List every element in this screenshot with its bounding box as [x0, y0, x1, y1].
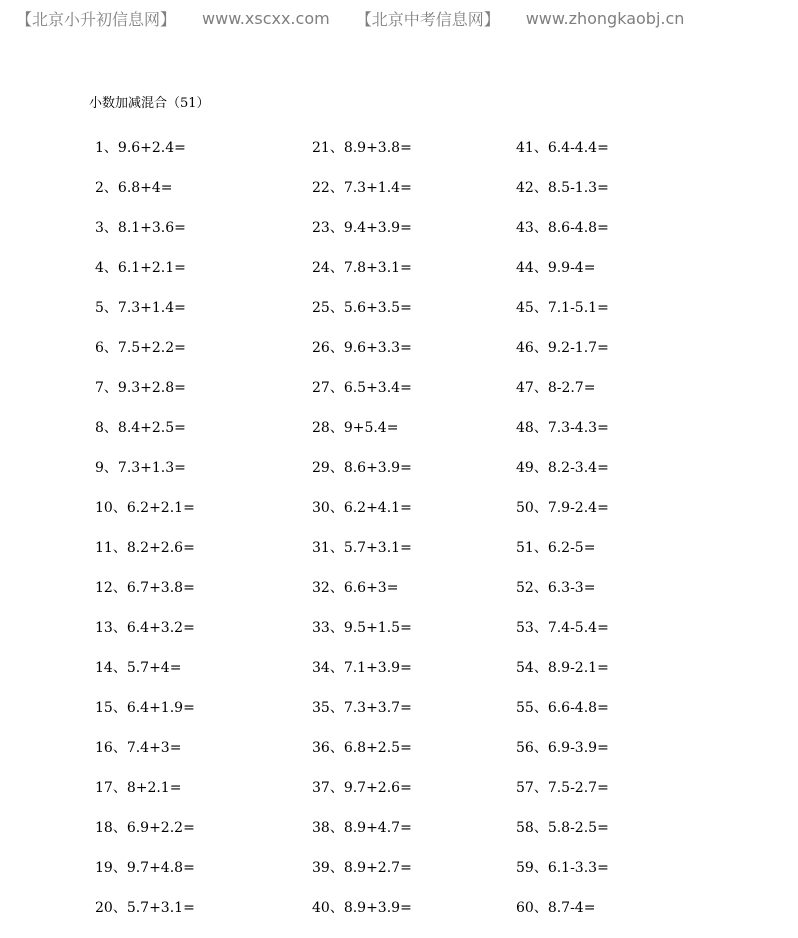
problem-row	[0, 378, 798, 418]
problem-row	[0, 178, 798, 218]
problem-item: 36、6.8+2.5=	[312, 740, 412, 756]
problem-item: 29、8.6+3.9=	[312, 460, 412, 476]
problem-item: 38、8.9+4.7=	[312, 820, 412, 836]
problem-item: 33、9.5+1.5=	[312, 620, 412, 636]
problem-item: 27、6.5+3.4=	[312, 380, 412, 396]
site-name-xiaoshengchu: 【北京小升初信息网】	[16, 9, 177, 29]
problem-item: 55、6.6-4.8=	[516, 700, 609, 716]
problem-item: 35、7.3+3.7=	[312, 700, 412, 716]
problem-item: 44、9.9-4=	[516, 260, 596, 276]
problem-item: 53、7.4-5.4=	[516, 620, 609, 636]
problem-row	[0, 418, 798, 458]
problem-grid	[0, 138, 798, 938]
problem-row	[0, 458, 798, 498]
problem-row	[0, 138, 798, 178]
problem-item: 45、7.1-5.1=	[516, 300, 609, 316]
problem-row	[0, 258, 798, 298]
problem-item: 59、6.1-3.3=	[516, 860, 609, 876]
problem-item: 17、8+2.1=	[95, 780, 182, 796]
problem-item: 49、8.2-3.4=	[516, 460, 609, 476]
problem-row	[0, 618, 798, 658]
problem-item: 30、6.2+4.1=	[312, 500, 412, 516]
problem-row	[0, 298, 798, 338]
problem-item: 10、6.2+2.1=	[95, 500, 195, 516]
problem-item: 43、8.6-4.8=	[516, 220, 609, 236]
problem-item: 15、6.4+1.9=	[95, 700, 195, 716]
site-name-zhongkao: 【北京中考信息网】	[355, 9, 500, 29]
problem-item: 6、7.5+2.2=	[95, 340, 186, 356]
problem-item: 60、8.7-4=	[516, 900, 596, 916]
problem-item: 11、8.2+2.6=	[95, 540, 195, 556]
problem-item: 28、9+5.4=	[312, 420, 399, 436]
problem-item: 56、6.9-3.9=	[516, 740, 609, 756]
problem-item: 37、9.7+2.6=	[312, 780, 412, 796]
problem-item: 18、6.9+2.2=	[95, 820, 195, 836]
problem-item: 2、6.8+4=	[95, 180, 173, 196]
problem-row	[0, 738, 798, 778]
problem-item: 9、7.3+1.3=	[95, 460, 186, 476]
problem-item: 41、6.4-4.4=	[516, 140, 609, 156]
problem-item: 58、5.8-2.5=	[516, 820, 609, 836]
problem-item: 1、9.6+2.4=	[95, 140, 186, 156]
problem-item: 3、8.1+3.6=	[95, 220, 186, 236]
problem-item: 16、7.4+3=	[95, 740, 182, 756]
worksheet-title: 小数加减混合（51）	[89, 96, 210, 111]
problem-item: 50、7.9-2.4=	[516, 500, 609, 516]
problem-item: 24、7.8+3.1=	[312, 260, 412, 276]
problem-item: 39、8.9+2.7=	[312, 860, 412, 876]
problem-item: 8、8.4+2.5=	[95, 420, 186, 436]
site-url-zhongkaobj[interactable]: www.zhongkaobj.cn	[525, 8, 685, 28]
problem-item: 47、8-2.7=	[516, 380, 596, 396]
problem-item: 48、7.3-4.3=	[516, 420, 609, 436]
problem-row	[0, 658, 798, 698]
problem-row	[0, 218, 798, 258]
problem-item: 57、7.5-2.7=	[516, 780, 609, 796]
problem-row	[0, 858, 798, 898]
problem-row	[0, 898, 798, 938]
problem-item: 13、6.4+3.2=	[95, 620, 195, 636]
problem-row	[0, 778, 798, 818]
problem-item: 14、5.7+4=	[95, 660, 182, 676]
problem-item: 42、8.5-1.3=	[516, 180, 609, 196]
page-header	[16, 6, 684, 30]
problem-item: 12、6.7+3.8=	[95, 580, 195, 596]
problem-item: 21、8.9+3.8=	[312, 140, 412, 156]
problem-item: 19、9.7+4.8=	[95, 860, 195, 876]
problem-row	[0, 578, 798, 618]
problem-row	[0, 498, 798, 538]
problem-item: 40、8.9+3.9=	[312, 900, 412, 916]
problem-item: 26、9.6+3.3=	[312, 340, 412, 356]
problem-item: 54、8.9-2.1=	[516, 660, 609, 676]
problem-item: 20、5.7+3.1=	[95, 900, 195, 916]
site-url-xscxx[interactable]: www.xscxx.com	[202, 8, 330, 28]
problem-item: 22、7.3+1.4=	[312, 180, 412, 196]
problem-item: 52、6.3-3=	[516, 580, 596, 596]
problem-item: 7、9.3+2.8=	[95, 380, 186, 396]
problem-item: 32、6.6+3=	[312, 580, 399, 596]
problem-item: 34、7.1+3.9=	[312, 660, 412, 676]
problem-item: 46、9.2-1.7=	[516, 340, 609, 356]
problem-item: 4、6.1+2.1=	[95, 260, 186, 276]
problem-row	[0, 538, 798, 578]
problem-row	[0, 338, 798, 378]
problem-item: 5、7.3+1.4=	[95, 300, 186, 316]
problem-item: 23、9.4+3.9=	[312, 220, 412, 236]
problem-item: 25、5.6+3.5=	[312, 300, 412, 316]
problem-row	[0, 818, 798, 858]
problem-item: 51、6.2-5=	[516, 540, 596, 556]
problem-item: 31、5.7+3.1=	[312, 540, 412, 556]
problem-row	[0, 698, 798, 738]
